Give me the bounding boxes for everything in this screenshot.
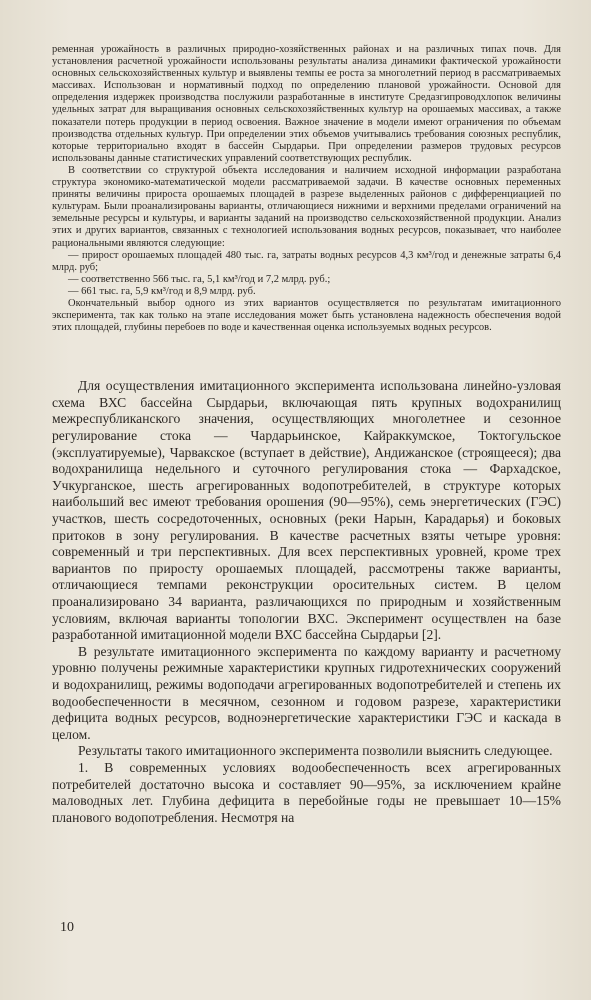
small-paragraph-2: В соответствии со структурой объекта исследования и наличием исходной информации разработана структура экономико-математической модели рассматриваемой задачи. В качестве основных переменных приняты величины прироста орошаемых площадей в разрезе выделенных районов с дифференциацией по культурам. Были проанализированы варианты, отличающиеся нижними и верхними пределами ограничений на земельные ресурсы и культуры, и варианты заданий на производство сельскохозяйственной продукции. Анализ этих и других вариантов, связанных с технологией использования водных ресурсов, показывает, что наиболее рациональными являются следующие: (52, 164, 561, 249)
main-paragraph-2: В результате имитационного эксперимента по каждому варианту и расчетному уровню получены режимные характеристики крупных гидротехнических сооружений и водохранилищ, режимы водоподачи агрегированных водопотребителей и степень их водообеспеченности в месячном, сезонном и годовом разрезе, характеристики дефицита водных ресурсов, водноэнергетические характеристики ГЭС и каскада в целом. (52, 643, 561, 742)
variant-item-2: — соответственно 566 тыс. га, 5,1 км³/год и 7,2 млрд. руб.; (68, 273, 331, 285)
main-paragraph-4: 1. В современных условиях водообеспеченность всех агрегированных потребителей достаточно высока и составляет 90—95%, за исключением крайне маловодных лет. Глубина дефицита в перебойные годы не превышает 10—15% планового водопотребления. Несмотря на (52, 759, 561, 825)
main-paragraph-3: Результаты такого имитационного эксперимента позволили выяснить следующее. (78, 743, 553, 759)
variant-item-1: — прирост орошаемых площадей 480 тыс. га, затраты водных ресурсов 4,3 км³/год и денежные затраты 6,4 млрд. руб; (52, 249, 561, 273)
page-number: 10 (60, 920, 74, 935)
section-gap (52, 334, 561, 378)
small-paragraph-1: ременная урожайность в различных природно-хозяйственных районах и на различных типах почв. Для установления расчетной урожайности использованы результаты анализа динамики фактической урожайности основных сельскохозяйственных культур и выявлены темпы ее роста за многолетний период в рассматриваемых массивах. Использован и нормативный подход по определению плановой урожайности. Основой для определения издержек производства послужили разработанные в институте Средазгипроводхлопок величины удельных затрат для выращивания основных сельскохозяйственных культур на орошаемых массивах, а также показатели потерь продукции в период освоения. Важное значение в модели имеют ограничения по объемам производства отдельных культур. При определении этих объемов учитывались требования союзных республик, которые территориально входят в бассейн Сырдарьи. При определении размеров трудовых ресурсов использованы данные статистических управлений соответствующих республик. (52, 44, 561, 164)
variant-item-3: — 661 тыс. га, 5,9 км³/год и 8,9 млрд. руб. (68, 285, 256, 297)
small-print-section (52, 44, 561, 334)
main-paragraph-1: Для осуществления имитационного эксперимента использована линейно-узловая схема ВХС бассейна Сырдарьи, включающая пять крупных водохранилищ межреспубликанского значения, осуществляющих многолетнее и сезонное регулирование стока — Чардарьинское, Кайраккумское, Токтогульское (эксплуатируемые), Чарвакское (вступает в действие), Андижанское (строящееся); два водохранилища недельного и суточного регулирования стока — Фархадское, Учкурганское, шесть агрегированных водопотребителей, в структуре которых наибольший вес имеют требования орошения (90—95%), семь энергетических (ГЭС) участков, шесть сосредоточенных, основных (реки Нарын, Карадарья) и боковых притоков в зону регулирования. В качестве расчетных взяты четыре уровня: современный и три перспективных. Для всех перспективных уровней, кроме трех вариантов по приросту орошаемых площадей, рассмотрены также варианты, отличающиеся темпами реконструкции оросительных систем. В целом проанализировано 34 варианта, различающихся по природным и хозяйственным условиям, включая варианты топологии ВХС. Эксперимент осуществлен на базе разработанной имитационной модели ВХС бассейна Сырдарьи [2]. (52, 378, 561, 643)
main-text-section (52, 378, 561, 826)
small-paragraph-3: Окончательный выбор одного из этих вариантов осуществляется по результатам имитационного эксперимента, так как только на этапе исследования может быть установлена надежность обеспечения водой этих площадей, глубины перебоев по воде и качественная оценка используемых водных ресурсов. (52, 297, 561, 334)
